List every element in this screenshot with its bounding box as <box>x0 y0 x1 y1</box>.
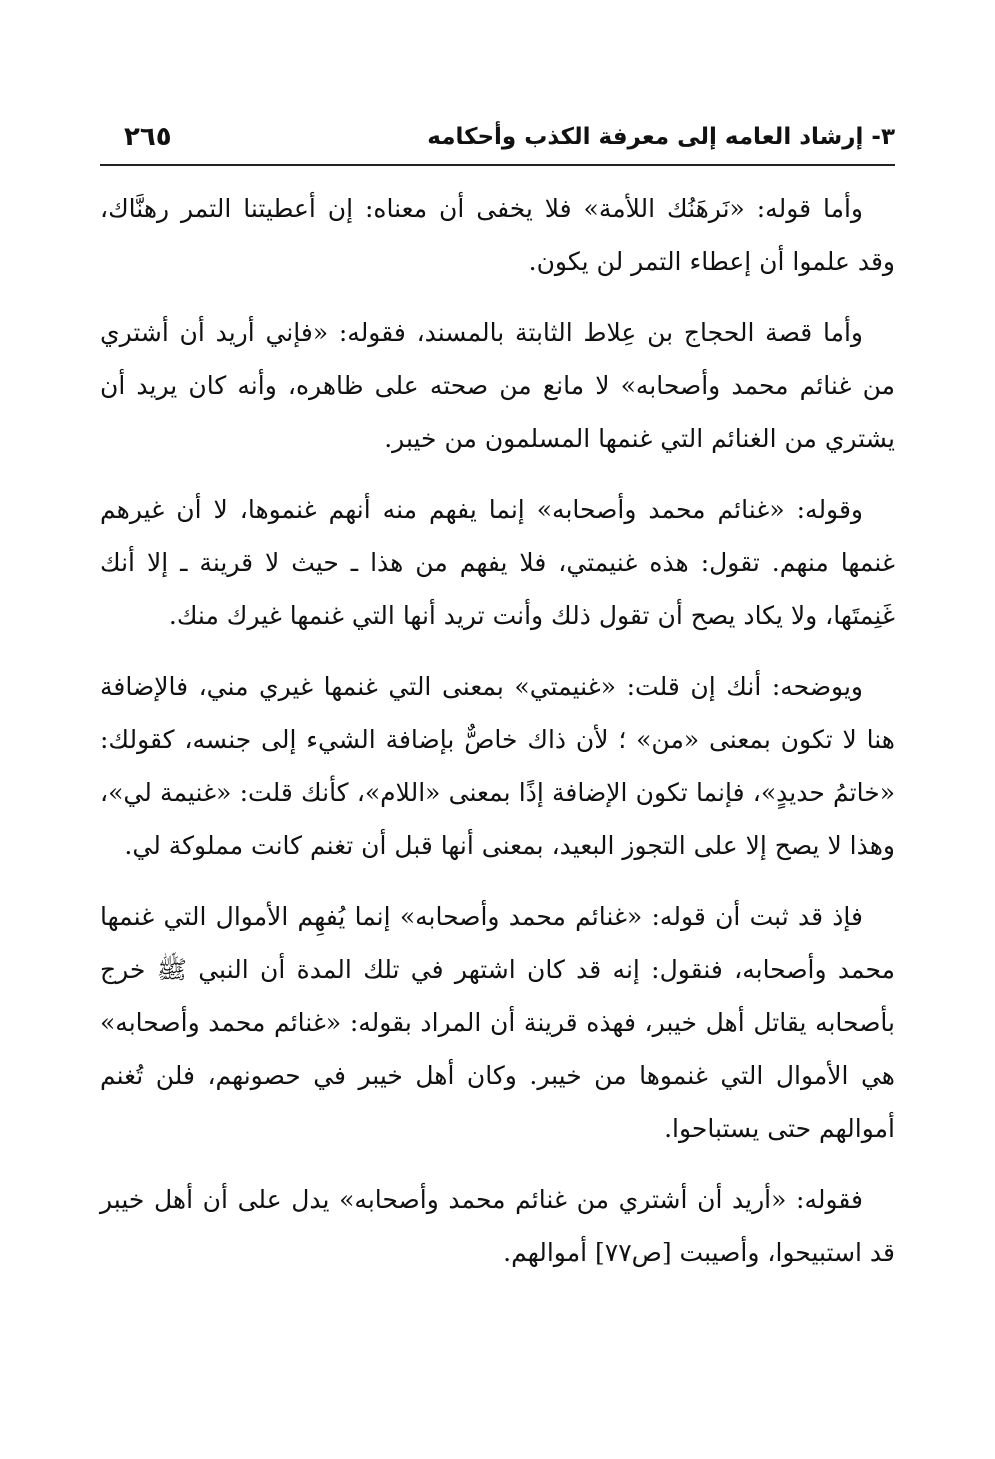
page-number: ٢٦٥ <box>124 122 172 152</box>
paragraph: فإذ قد ثبت أن قوله: «غنائم محمد وأصحابه» إنما يُفهِم الأموال التي غنمها محمد وأصحابه، فنقول: إنه قد كان اشتهر في تلك المدة أن النبي ﷺ خرج بأصحابه يقاتل أهل خيبر، فهذه قرينة أن المراد بقوله: «غنائم محمد وأصحابه» هي الأموال التي غنموها من خيبر. وكان أهل خيبر في حصونهم، فلن تُغنم أموالهم حتى يستباحوا. <box>100 902 895 1143</box>
page-header <box>100 122 895 162</box>
paragraph: وقوله: «غنائم محمد وأصحابه» إنما يفهم منه أنهم غنموها، لا أن غيرهم غنمها منهم. تقول: هذه غنيمتي، فلا يفهم من هذا ـ حيث لا قرينة ـ إلا أنك غَنِمتَها، ولا يكاد يصح أن تقول ذلك وأنت تريد أنها التي غنمها غيرك منك. <box>100 495 895 630</box>
running-title: ٣- إرشاد العامه إلى معرفة الكذب وأحكامه <box>427 124 895 150</box>
paragraph: فقوله: «أريد أن أشتري من غنائم محمد وأصحابه» يدل على أن أهل خيبر قد استبيحوا، وأصيبت [ص٧٧] أموالهم. <box>100 1185 895 1267</box>
paragraph: ويوضحه: أنك إن قلت: «غنيمتي» بمعنى التي غنمها غيري مني، فالإضافة هنا لا تكون بمعنى «من» ؛ لأن ذاك خاصٌّ بإضافة الشيء إلى جنسه، كقولك: «خاتمُ حديدٍ»، فإنما تكون الإضافة إذًا بمعنى «اللام»، كأنك قلت: «غنيمة لي»، وهذا لا يصح إلا على التجوز البعيد، بمعنى أنها قبل أن تغنم كانت مملوكة لي. <box>100 672 895 860</box>
header-rule <box>100 164 895 166</box>
body-text <box>100 182 895 1297</box>
paragraph: وأما قصة الحجاج بن عِلاط الثابتة بالمسند، فقوله: «فإني أريد أن أشتري من غنائم محمد وأصحابه» لا مانع من صحته على ظاهره، وأنه كان يريد أن يشتري من الغنائم التي غنمها المسلمون من خيبر. <box>100 318 895 453</box>
paragraph: وأما قوله: «نَرهَنُك اللأمة» فلا يخفى أن معناه: إن أعطيتنا التمر رهنَّاك، وقد علموا أن إعطاء التمر لن يكون. <box>100 194 895 276</box>
